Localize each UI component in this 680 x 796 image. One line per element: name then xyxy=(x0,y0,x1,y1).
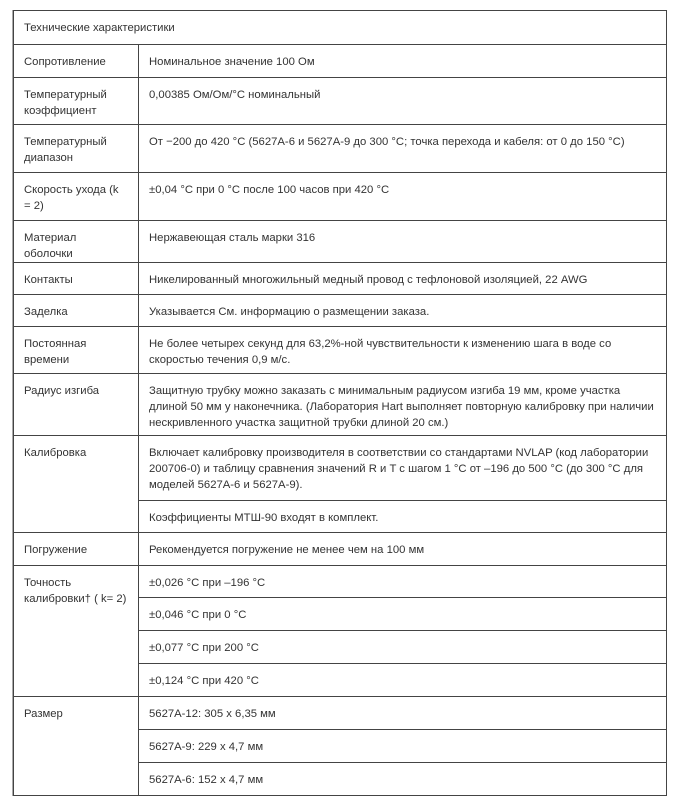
spec-value: Номинальное значение 100 Ом xyxy=(139,45,667,78)
table-row xyxy=(14,327,667,374)
spec-label: Погружение xyxy=(14,533,139,566)
spec-label: Заделка xyxy=(14,295,139,327)
spec-value: ±0,046 °C при 0 °C xyxy=(139,598,667,631)
spec-label: Радиус изгиба xyxy=(14,374,139,436)
spec-value: Указывается См. информацию о размещении заказа. xyxy=(139,295,667,327)
spec-label: Температурный диапазон xyxy=(14,125,139,173)
spec-value: Нержавеющая сталь марки 316 xyxy=(139,221,667,263)
spec-value: ±0,077 °C при 200 °C xyxy=(139,631,667,664)
spec-value: От −200 до 420 °C (5627A-6 и 5627A-9 до 300 °C; точка перехода и кабеля: от 0 до 150 °C) xyxy=(139,125,667,173)
table-row xyxy=(14,566,667,598)
table-row xyxy=(14,295,667,327)
spec-label: Калибровка xyxy=(14,436,139,533)
spec-value: 5627A-6: 152 x 4,7 мм xyxy=(139,763,667,796)
table-row xyxy=(14,374,667,436)
specs-table xyxy=(13,10,667,796)
spec-value: 5627A-9: 229 x 4,7 мм xyxy=(139,730,667,763)
spec-value: 5627A-12: 305 x 6,35 мм xyxy=(139,697,667,730)
spec-value: ±0,04 °C при 0 °C после 100 часов при 420 °C xyxy=(139,173,667,221)
spec-value: Не более четырех секунд для 63,2%-ной чувствительности к изменению шага в воде со скоростью течения 0,9 м/с. xyxy=(139,327,667,374)
spec-label: Точность калибровки† ( k= 2) xyxy=(14,566,139,697)
spec-label: Размер xyxy=(14,697,139,796)
spec-value: Защитную трубку можно заказать с минимальным радиусом изгиба 19 мм, кроме участка длиной 50 мм у наконечника. (Лаборатория Hart выполняет повторную калибровку при наличии нескривленного участка защитной трубки длиной 20 см.) xyxy=(139,374,667,436)
table-title: Технические характеристики xyxy=(14,11,667,45)
spec-value: Рекомендуется погружение не менее чем на 100 мм xyxy=(139,533,667,566)
spec-label: Постоянная времени xyxy=(14,327,139,374)
spec-value: Коэффициенты МТШ-90 входят в комплект. xyxy=(139,501,667,533)
table-row xyxy=(14,45,667,78)
spec-value: 0,00385 Ом/Ом/°C номинальный xyxy=(139,78,667,125)
spec-label: Материал оболочки xyxy=(14,221,139,263)
spec-label: Скорость ухода (k = 2) xyxy=(14,173,139,221)
table-row xyxy=(14,78,667,125)
table-row xyxy=(14,125,667,173)
table-header-row xyxy=(14,11,667,45)
table-row xyxy=(14,263,667,295)
table-row xyxy=(14,533,667,566)
spec-label: Контакты xyxy=(14,263,139,295)
spec-label: Температурный коэффициент xyxy=(14,78,139,125)
spec-label: Сопротивление xyxy=(14,45,139,78)
table-row xyxy=(14,221,667,263)
spec-value: ±0,124 °C при 420 °C xyxy=(139,664,667,697)
table-row xyxy=(14,697,667,730)
spec-value: Никелированный многожильный медный провод с тефлоновой изоляцией, 22 AWG xyxy=(139,263,667,295)
table-row xyxy=(14,173,667,221)
spec-value: Включает калибровку производителя в соответствии со стандартами NVLAP (код лаборатории 200706-0) и таблицу сравнения значений R и T с шагом 1 °C от –196 до 500 °C (до 300 °C для моделей 5627A-6 и 5627A-9). xyxy=(139,436,667,501)
spec-value: ±0,026 °C при –196 °C xyxy=(139,566,667,598)
specs-table-container xyxy=(13,10,667,796)
table-row xyxy=(14,436,667,501)
